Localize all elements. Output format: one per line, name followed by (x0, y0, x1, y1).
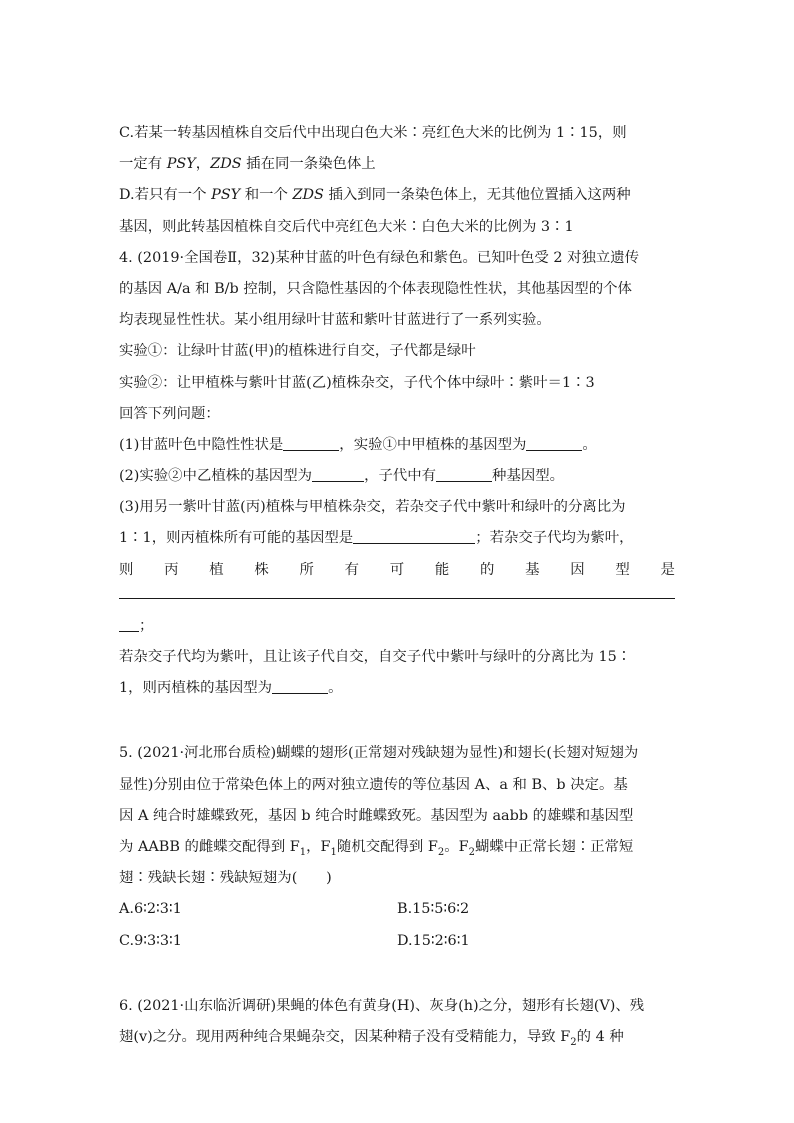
q4-stem-line-3: 均表现显性性状。某小组用绿叶甘蓝和紫叶甘蓝进行了一系列实验。 (119, 312, 551, 329)
answer-blank[interactable] (436, 466, 492, 482)
answer-blank[interactable] (353, 528, 475, 544)
option-c[interactable]: C.9∶3∶3∶1 (119, 932, 182, 949)
option-c-line-1: C.若某一转基因植株自交后代中出现白色大米∶亮红色大米的比例为 1∶15，则 (119, 125, 627, 141)
answer-rule-full[interactable] (119, 586, 675, 599)
answer-blank[interactable] (272, 678, 328, 694)
q5-stem-line-2: 显性)分别由位于常染色体上的两对独立遗传的等位基因 A、a 和 B、b 决定。基 (119, 776, 628, 793)
question-3-options (119, 118, 675, 243)
q5-options-row-2 (119, 926, 675, 957)
q5-stem-line-4: 为 AABB 的雌蝶交配得到 $F_1$，$F_1$随机交配得到 $F_2$。$F_2$蝴蝶中正常长翅∶正常短 (119, 838, 634, 858)
q4-experiment-2: 实验②：让甲植株与紫叶甘蓝(乙)植株杂交，子代个体中绿叶∶紫叶＝1∶3 (119, 374, 595, 391)
q4-part-3-line-5: 若杂交子代均为紫叶，且让该子代自交，自交子代中紫叶与绿叶的分离比为 15∶ (119, 649, 632, 665)
option-a[interactable]: A.6∶2∶3∶1 (119, 901, 182, 918)
q4-part-3-line-3: 则 丙 植 株 所 有 可 能 的 基 因 型 是 (119, 561, 675, 578)
option-d[interactable]: D.15∶2∶6∶1 (397, 932, 470, 949)
q4-part-3-line-2: 1∶1，则丙植株所有可能的基因型是 ；若杂交子代均为紫叶， (119, 530, 634, 547)
question-4 (119, 243, 675, 705)
option-c-line-2: 一定有 PSY，ZDS 插在同一条染色体上 (119, 156, 376, 173)
q4-prompt: 回答下列问题： (119, 405, 220, 422)
option-d-line-2: 基因，则此转基因植株自交后代中亮红色大米∶白色大米的比例为 3∶1 (119, 218, 574, 235)
option-d-line-1: D.若只有一个 PSY 和一个 ZDS 插入到同一条染色体上，无其他位置插入这两种 (119, 187, 631, 204)
q6-stem-line-2: 翅(v)之分。现用两种纯合果蝇杂交，因某种精子没有受精能力，导致 $F_2$的 4 种 (119, 1028, 624, 1048)
option-b[interactable]: B.15∶5∶6∶2 (397, 901, 470, 918)
q5-stem-line-5: 翅∶残缺长翅∶残缺短翅为( ) (119, 870, 332, 887)
q4-part-2: (2)实验②中乙植株的基因型为 ，子代中有 种基因型。 (119, 468, 565, 485)
q6-stem-line-1: 6. (2021·山东临沂调研)果蝇的体色有黄身(H)、灰身(h)之分，翅形有长翅(V)、残 (119, 997, 645, 1014)
q4-part-3-line-4: ； (119, 611, 675, 642)
q4-stem-line-2: 的基因 A/a 和 B/b 控制，只含隐性基因的个体表现隐性性状，其他基因型的个体 (119, 280, 632, 297)
q5-stem-line-3: 因 A 纯合时雄蝶致死，基因 b 纯合时雌蝶致死。基因型为 aabb 的雄蝶和基因型 (119, 807, 634, 824)
q4-part-3-line-1: (3)用另一紫叶甘蓝(丙)植株与甲植株杂交，若杂交子代中紫叶和绿叶的分离比为 (119, 499, 626, 516)
q4-part-3-line-6: 1，则丙植株的基因型为 。 (119, 680, 343, 697)
answer-blank[interactable] (283, 435, 339, 451)
question-6 (119, 991, 675, 1053)
q4-stem-line-1: 4. (2019·全国卷Ⅱ，32)某种甘蓝的叶色有绿色和紫色。已知叶色受 2 对独立遗传 (119, 249, 640, 266)
q5-stem-line-1: 5. (2021·河北邢台质检)蝴蝶的翅形(正常翅对残缺翅为显性)和翅长(长翅对短翅为 (119, 745, 639, 762)
q4-part-1: (1)甘蓝叶色中隐性性状是 ，实验①中甲植株的基因型为 。 (119, 436, 597, 453)
answer-blank[interactable] (312, 466, 364, 482)
q4-experiment-1: 实验①：让绿叶甘蓝(甲)的植株进行自交，子代都是绿叶 (119, 343, 476, 360)
document-page (119, 118, 675, 1053)
q5-options-row-1 (119, 894, 675, 925)
question-5 (119, 738, 675, 956)
answer-blank[interactable] (119, 616, 139, 632)
answer-blank[interactable] (526, 435, 582, 451)
